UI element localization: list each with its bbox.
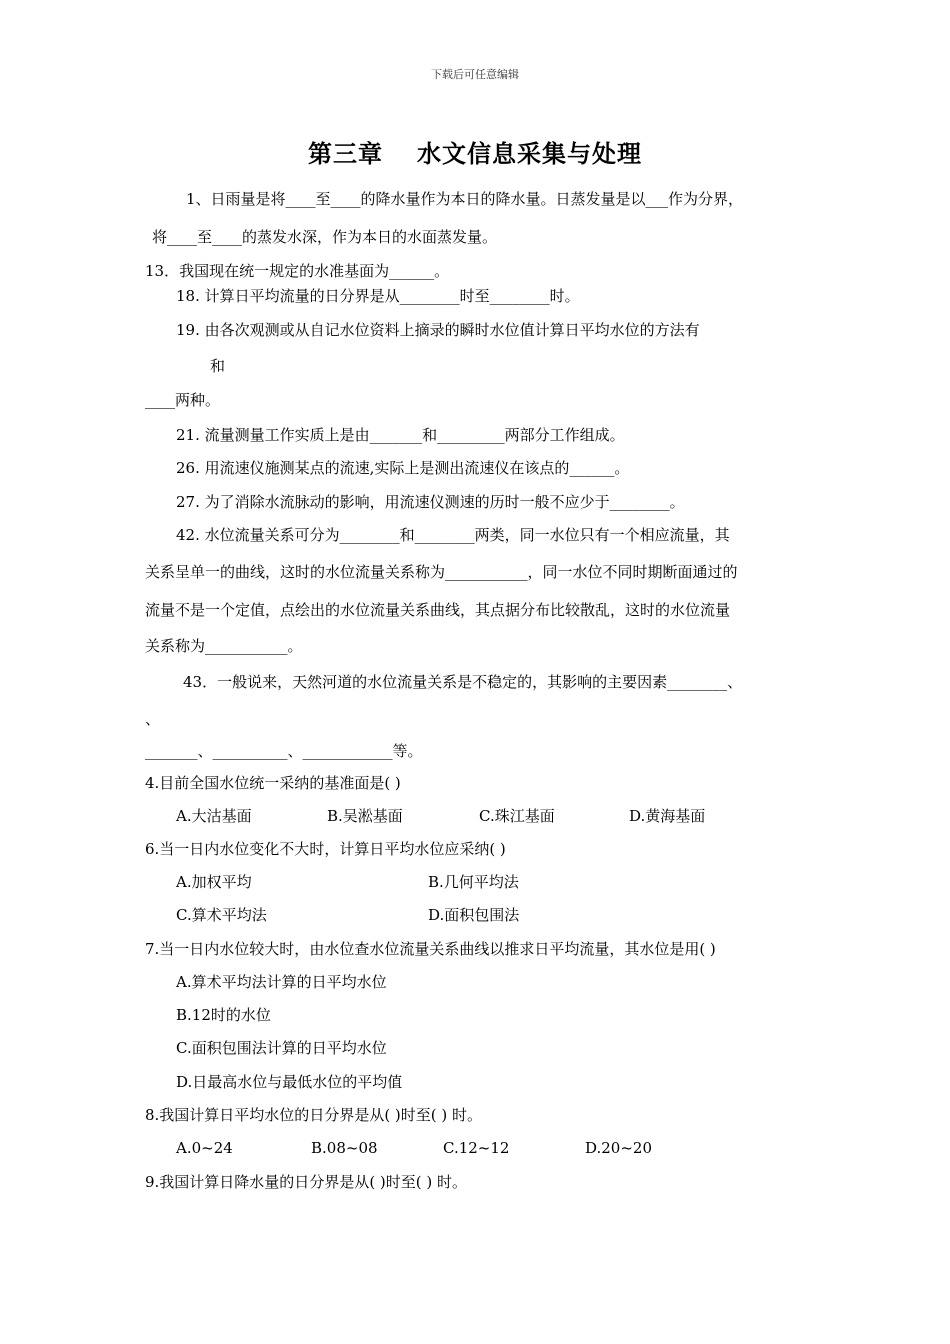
question-8: 8.我国计算日平均水位的日分界是从( )时至( ) 时。 <box>145 1106 483 1124</box>
question-6-option-b: B.几何平均法 <box>428 873 519 891</box>
question-6: 6.当一日内水位变化不大时，计算日平均水位应采纳( ) <box>145 840 506 858</box>
question-7-option-d: D.日最高水位与最低水位的平均值 <box>176 1073 403 1091</box>
page-header-note: 下载后可任意编辑 <box>431 68 519 81</box>
question-19-line-1: 19. 由各次观测或从自记水位资料上摘录的瞬时水位值计算日平均水位的方法有 <box>176 321 700 339</box>
question-43-line-2: 、 <box>145 710 161 728</box>
question-1-line-2: 将____至____的蒸发水深，作为本日的水面蒸发量。 <box>152 228 498 246</box>
question-7-option-b: B.12时的水位 <box>176 1006 271 1024</box>
question-7-option-c: C.面积包围法计算的日平均水位 <box>176 1039 387 1057</box>
question-27: 27. 为了消除水流脉动的影响，用流速仪测速的历时一般不应少于________。 <box>176 493 685 511</box>
question-6-option-a: A.加权平均 <box>176 873 252 891</box>
question-1-line-1: 1、日雨量是将____至____的降水量作为本日的降水量。日蒸发量是以___作为分界， <box>186 190 744 208</box>
question-42-line-2: 关系呈单一的曲线，这时的水位流量关系称为___________，同一水位不同时期断面通过的 <box>145 563 738 581</box>
question-8-option-d: D.20~20 <box>585 1139 653 1157</box>
question-8-option-c: C.12~12 <box>443 1139 510 1157</box>
question-6-option-c: C.算术平均法 <box>176 906 267 924</box>
question-7-option-a: A.算术平均法计算的日平均水位 <box>176 973 387 991</box>
question-6-option-d: D.面积包围法 <box>428 906 520 924</box>
question-4-option-c: C.珠江基面 <box>479 807 555 825</box>
question-4-option-a: A.大沽基面 <box>176 807 252 825</box>
question-4-option-d: D.黄海基面 <box>629 807 706 825</box>
chapter-number: 第三章 <box>308 139 383 168</box>
question-19-line-3: ____两种。 <box>145 391 221 409</box>
question-42-line-3: 流量不是一个定值，点绘出的水位流量关系曲线，其点据分布比较散乱，这时的水位流量 <box>145 601 731 619</box>
question-4-option-b: B.吴淞基面 <box>327 807 403 825</box>
question-43-line-1: 43．一般说来，天然河道的水位流量关系是不稳定的，其影响的主要因素________、 <box>183 673 743 691</box>
question-18: 18. 计算日平均流量的日分界是从________时至________时。 <box>176 287 580 305</box>
chapter-title <box>0 134 950 169</box>
question-42-line-1: 42. 水位流量关系可分为________和________两类，同一水位只有一个相应流量，其 <box>176 526 730 544</box>
chapter-name: 水文信息采集与处理 <box>417 139 642 168</box>
question-43-line-3: _______、__________、____________等。 <box>145 742 423 760</box>
question-26: 26. 用流速仪施测某点的流速,实际上是测出流速仪在该点的______。 <box>176 459 630 477</box>
question-8-option-a: A.0~24 <box>176 1139 233 1157</box>
question-4: 4.目前全国水位统一采纳的基准面是( ) <box>145 774 401 792</box>
question-7: 7.当一日内水位较大时，由水位查水位流量关系曲线以推求日平均流量，其水位是用( ) <box>145 940 716 958</box>
question-21: 21. 流量测量工作实质上是由_______和_________两部分工作组成。 <box>176 426 625 444</box>
question-19-line-2: 和 <box>210 357 226 375</box>
question-42-line-4: 关系称为___________。 <box>145 637 303 655</box>
question-8-option-b: B.08~08 <box>311 1139 378 1157</box>
question-13: 13．我国现在统一规定的水准基面为______。 <box>145 262 450 280</box>
question-9: 9.我国计算日降水量的日分界是从( )时至( ) 时。 <box>145 1173 468 1191</box>
